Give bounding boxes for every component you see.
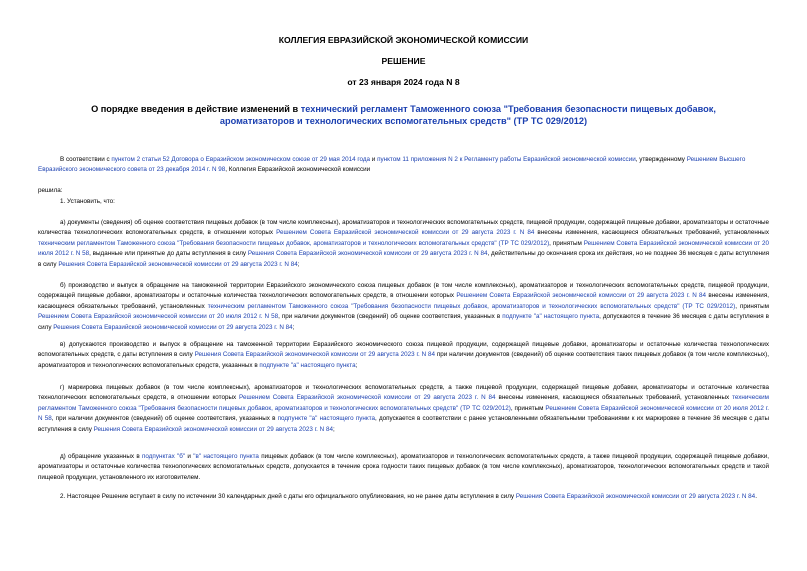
text-segment: г) маркировка пищевых добавок (в том числе комплексных), ароматизаторов и технологических вспомогательных средств, а также пищевой продукции, содержащей пищевые добавки, ароматизаторы и остаточные количества технологических вспомогательных средств, в отношении которых: [38, 384, 769, 402]
decision-84-link[interactable]: Решения Совета Евразийской экономической комиссии от 29 августа 2023 г. N 84: [58, 260, 298, 268]
text-segment: , при наличии документов (сведений) об оценке соответствия, указанных в: [278, 313, 503, 321]
text-segment: внесены изменения, касающиеся обязательных требований, установленных: [38, 292, 769, 310]
subitem-b: [38, 281, 769, 333]
decision-84-link[interactable]: Решением Совета Евразийской экономической комиссии от 29 августа 2023 г. N 84: [276, 229, 535, 237]
text-segment: внесены изменения, касающиеся обязательных требований, установленных: [495, 394, 733, 402]
treaty-link[interactable]: пунктом 2 статьи 52 Договора о Евразийском экономическом союзе от 29 мая 2014 года: [111, 156, 371, 163]
decision-84-link[interactable]: Решения Совета Евразийской экономической комиссии от 29 августа 2023 г. N 84: [53, 323, 293, 331]
decision-84-link[interactable]: Решения Совета Евразийской экономической комиссии от 29 августа 2023 г. N 84: [515, 493, 756, 500]
subitem-c: [38, 340, 769, 371]
text-segment: внесены изменения, касающиеся обязательных требований, установленных: [534, 229, 769, 237]
decision-84-link[interactable]: Решением Совета Евразийской экономической комиссии от 29 августа 2023 г. N 84: [456, 292, 707, 300]
decided-label: решила:: [38, 187, 63, 194]
item-2: [38, 492, 769, 502]
regulation-annex-link[interactable]: пунктом 11 приложения N 2 к Регламенту работы Евразийской экономической комиссии: [377, 156, 636, 163]
title-prefix: О порядке введения в действие изменений в: [91, 104, 301, 114]
text-segment: д) обращение указанных в: [60, 453, 142, 460]
text-segment: пищевых добавок (в том числе комплексных), ароматизаторов и технологических вспомогательных средств, а также пищевой продукции, содержащей пищевые добавки, ароматизаторы и остаточные количества технологических вспомогательных средств, допускается в течение срока годности таких пищевых добавок (в том числе комплексных), ароматизаторов, технологических вспомогательных средств и такой пищевой продукции, установленного их изготовителем.: [38, 453, 769, 481]
subitem-e: [38, 452, 769, 483]
regulation-029-link[interactable]: техническим регламентом Таможенного союза "Требования безопасности пищевых добавок, ароматизаторов и технологических вспомогательных средств" (ТР ТС 029/2012): [38, 239, 550, 247]
text-segment: , утвержденному: [635, 156, 687, 163]
text-segment: , принятым: [735, 302, 770, 310]
subitem-c-link[interactable]: "в" настоящего пункта: [193, 453, 259, 460]
text-segment: , принятым: [549, 239, 584, 247]
text-segment: а) документы (сведения) об оценке соответствия пищевых добавок (в том числе комплексных), ароматизаторов и технологических вспомогательных средств, пищевой продукции, содержащей пищевые добавки, ароматизаторы и остаточные количества технологических вспомогательных средств, в отношении которых: [38, 219, 769, 237]
text-segment: , допускаются в течение 36 месяцев с даты вступления в силу: [38, 313, 769, 331]
decision-58-link[interactable]: Решением Совета Евразийской экономической комиссии от 20 июля 2012 г. N 58: [38, 404, 770, 423]
text-segment: В соответствии с: [60, 156, 112, 163]
text-segment: ;: [355, 361, 358, 369]
decision-84-link[interactable]: Решения Совета Евразийской экономической комиссии от 29 августа 2023 г. N 84: [93, 425, 333, 433]
text-segment: .: [755, 493, 757, 500]
decision-58-link[interactable]: Решением Совета Евразийской экономической комиссии от 20 июля 2012 г. N 58: [38, 239, 770, 258]
text-segment: при наличии документов (сведений) об оценке соответствия таких пищевых добавок (в том числе комплексных), ароматизаторов и технологических вспомогательных средств, указанных в: [38, 351, 769, 369]
decision-84-link[interactable]: Решения Совета Евразийской экономической комиссии от 29 августа 2023 г. N 84: [194, 351, 436, 359]
title-regulation-link[interactable]: технический регламент Таможенного союза "Требования безопасности пищевых добавок, ароматизаторов и технологических вспомогательных средств" (ТР ТС 029/2012): [219, 104, 716, 126]
text-segment: и: [370, 156, 378, 163]
text-segment: , действительны до окончания срока их действия, но не позднее 36 месяцев с даты вступления в силу: [38, 250, 769, 268]
decision-58-link[interactable]: Решением Совета Евразийской экономической комиссии от 20 июля 2012 г. N 58: [38, 313, 279, 321]
text-segment: 2. Настоящее Решение вступает в силу по истечении 30 календарных дней с даты его официального опубликования, но не ранее даты вступления в силу: [60, 493, 516, 500]
regulation-029-link[interactable]: техническим регламентом Таможенного союза "Требования безопасности пищевых добавок, ароматизаторов и технологических вспомогательных средств" (ТР ТС 029/2012): [38, 394, 769, 412]
page-title: [60, 104, 747, 127]
decision-84-link[interactable]: Решением Совета Евразийской экономической комиссии от 29 августа 2023 г. N 84: [239, 394, 496, 402]
text-segment: б) производство и выпуск в обращение на таможенной территории Евразийского экономического союза пищевых добавок (в том числе комплексных), ароматизаторов и технологических вспомогательных средств, пищевой продукции, содержащей пищевые добавки, ароматизаторы и остаточные количества технологических вспомогательных средств, в отношении которых: [38, 282, 769, 300]
text-segment: ;: [333, 425, 335, 433]
text-segment: , выданные или принятые до даты вступления в силу: [89, 250, 248, 258]
subitem-a: [38, 218, 769, 270]
text-segment: и: [185, 453, 194, 460]
preamble-paragraph: [38, 155, 769, 176]
subitem-a-link[interactable]: подпункте "а" настоящего пункта: [277, 415, 376, 423]
org-header: КОЛЛЕГИЯ ЕВРАЗИЙСКОЙ ЭКОНОМИЧЕСКОЙ КОМИССИИ: [278, 35, 529, 45]
subitem-d: [38, 383, 769, 435]
text-segment: ;: [292, 323, 295, 331]
decision-84-link[interactable]: Решения Совета Евразийской экономической комиссии от 29 августа 2023 г. N 84: [247, 250, 488, 258]
text-segment: , принятым: [510, 404, 546, 412]
text-segment: ;: [297, 260, 300, 268]
doc-type: РЕШЕНИЕ: [381, 56, 426, 66]
subitem-a-link[interactable]: подпункте "а" настоящего пункта: [259, 361, 356, 369]
text-segment: , при наличии документов (сведений) об оценке соответствия, указанных в: [51, 415, 278, 423]
regulation-029-link[interactable]: техническим регламентом Таможенного союза "Требования безопасности пищевых добавок, ароматизаторов и технологических вспомогательных средств" (ТР ТС 029/2012): [207, 302, 736, 310]
text-segment: , допускается в соответствии с ранее установленными обязательными требованиями к их маркировке в течение 36 месяцев с даты вступления в силу: [38, 415, 769, 433]
doc-date: от 23 января 2024 года N 8: [347, 77, 460, 87]
text-segment: в) допускаются производство и выпуск в обращение на таможенной территории Евразийского экономического союза пищевой продукции, содержащей пищевые добавки, ароматизаторы и остаточные количества технологических вспомогательных средств, с даты вступления в силу: [38, 341, 769, 359]
supreme-council-decision-link[interactable]: Решением Высшего Евразийского экономического совета от 23 декабря 2014 г. N 98: [38, 156, 746, 174]
text-segment: , Коллегия Евразийской экономической комиссии: [225, 166, 371, 174]
subitem-b-link[interactable]: подпунктах "б": [141, 453, 186, 460]
subitem-a-link[interactable]: подпункте "а" настоящего пункта: [502, 313, 600, 321]
item-1-heading: 1. Установить, что:: [60, 198, 115, 205]
